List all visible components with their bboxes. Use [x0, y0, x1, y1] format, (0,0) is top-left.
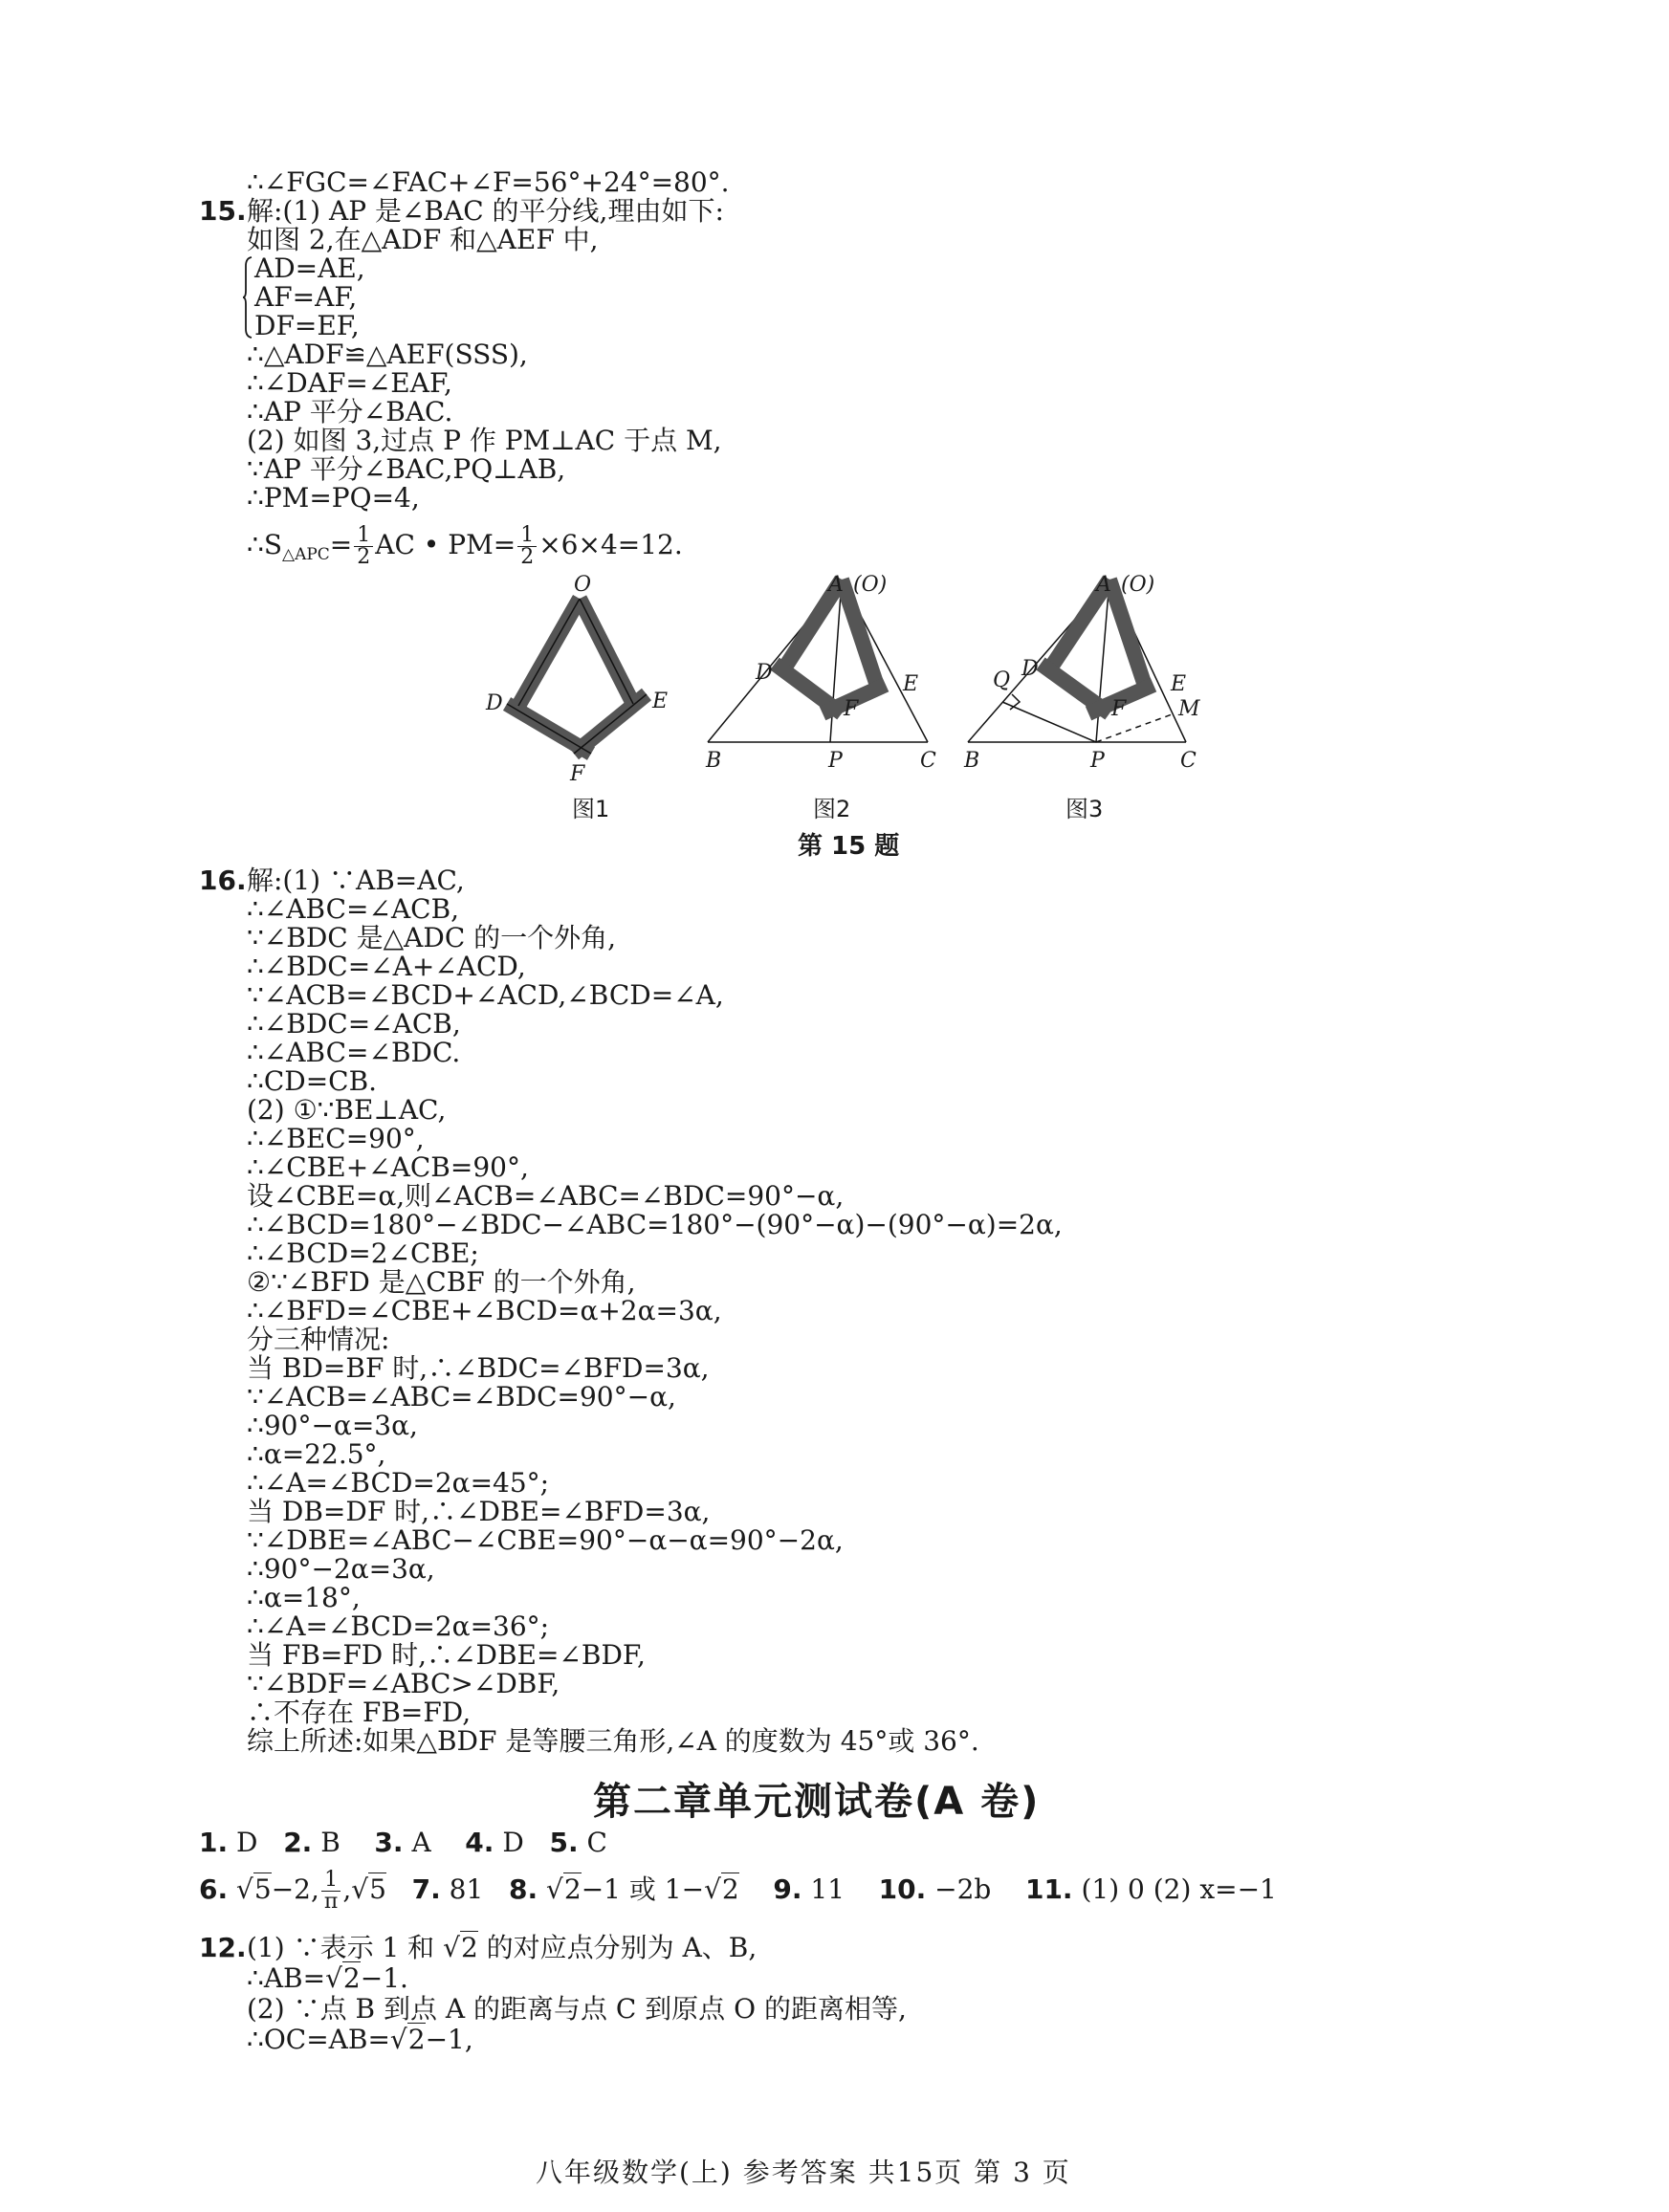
answer-text: −1.: [360, 1962, 408, 1994]
text-line: ∴∠BCD=180°−∠BDC−∠ABC=180°−(90°−α)−(90°−α)=2α,: [247, 1209, 1063, 1240]
text-line: 设∠CBE=α,则∠ACB=∠ABC=∠BDC=90°−α,: [247, 1180, 845, 1212]
text-line: ∴∠ABC=∠BDC.: [247, 1037, 461, 1068]
text-line: ∴∠BEC=90°,: [247, 1123, 425, 1154]
text-line: 当 FB=FD 时,∴∠DBE=∠BDF,: [247, 1639, 646, 1671]
text-line: ∵∠BDF=∠ABC>∠DBF,: [247, 1668, 560, 1699]
figure-1-strips: [507, 599, 647, 754]
text-line: ∴α=22.5°,: [247, 1438, 386, 1470]
label-D: D: [756, 661, 773, 685]
text-line: ∴不存在 FB=FD,: [247, 1697, 472, 1728]
fraction-denominator: 2: [357, 545, 371, 569]
page-footer: 八年级数学(上) 参考答案 共15页 第 3 页: [536, 2157, 1071, 2188]
label-F: F: [570, 762, 585, 786]
text-line: ∴AP 平分∠BAC.: [247, 396, 453, 427]
formula-text: =: [329, 529, 353, 560]
text-line: AD=AE,: [254, 252, 365, 284]
label-O-paren: (O): [1121, 573, 1155, 597]
label-B: B: [964, 749, 980, 773]
text-line: ∵∠ACB=∠ABC=∠BDC=90°−α,: [247, 1381, 676, 1413]
text-line: ∴∠BFD=∠CBE+∠BCD=α+2α=3α,: [247, 1295, 722, 1326]
fraction: [321, 1870, 340, 1913]
text-line: ∴α=18°,: [247, 1582, 361, 1613]
text-line: 解:(1) AP 是∠BAC 的平分线,理由如下:: [247, 195, 724, 227]
text-line: (1) ∵表示 1 和 √2 的对应点分别为 A、B,: [247, 1932, 758, 1963]
text-line: ∴∠A=∠BCD=2α=45°;: [247, 1467, 550, 1499]
answer-number: 7.: [411, 1873, 441, 1905]
text-line: DF=EF,: [254, 310, 360, 341]
text-line: ∵AP 平分∠BAC,PQ⊥AB,: [247, 453, 566, 485]
fraction-denominator: π: [323, 1890, 339, 1914]
formula-text: ∴S: [247, 529, 282, 560]
text-line: ∴∠A=∠BCD=2α=36°;: [247, 1610, 550, 1642]
answer-value: D: [502, 1827, 524, 1858]
text-line: ∴CD=CB.: [247, 1065, 378, 1097]
answer-number: 1.: [199, 1827, 229, 1858]
text-line: ∴90°−2α=3α,: [247, 1553, 435, 1585]
text-line: 当 DB=DF 时,∴∠DBE=∠BFD=3α,: [247, 1496, 711, 1527]
label-O: O: [574, 573, 592, 597]
radicand: 2: [460, 1932, 478, 1963]
label-P: P: [828, 749, 843, 773]
text-line: ∴∠CBE+∠ACB=90°,: [247, 1151, 529, 1183]
answer-number: 6.: [199, 1873, 229, 1905]
question-number-16: 16.: [199, 865, 247, 896]
text-line: ∴PM=PQ=4,: [247, 482, 420, 514]
answer-value: C: [586, 1827, 607, 1858]
answer-number: 3.: [374, 1827, 404, 1858]
answer-text: (1) ∵表示 1 和: [247, 1932, 435, 1963]
radicand: 5: [369, 1873, 386, 1905]
formula-text: AC • PM=: [375, 529, 516, 560]
figure-title: 第 15 题: [798, 832, 900, 861]
label-O-paren: (O): [853, 573, 888, 597]
text-line: (2) ①∵BE⊥AC,: [247, 1094, 447, 1126]
text-line: 分三种情况:: [247, 1324, 390, 1355]
answer-number: 4.: [465, 1827, 494, 1858]
system-brace: [243, 256, 253, 339]
text-line: ∴∠BDC=∠A+∠ACD,: [247, 951, 526, 982]
label-F: F: [844, 697, 859, 721]
label-D: D: [1021, 657, 1039, 681]
label-Q: Q: [993, 668, 1011, 692]
answer-number: 9.: [773, 1873, 802, 1905]
answer-number: 5.: [549, 1827, 579, 1858]
label-E: E: [903, 672, 919, 696]
answer-value: D: [236, 1827, 258, 1858]
text-line: ∴OC=AB=√2−1,: [247, 2024, 473, 2055]
formula-subscript: △APC: [282, 545, 330, 564]
answer-text: −1 或 1−: [581, 1873, 705, 1905]
label-A: A: [828, 573, 844, 597]
question-number-15: 15.: [199, 195, 247, 227]
text-line: 当 BD=BF 时,∴∠BDC=∠BFD=3α,: [247, 1352, 710, 1384]
answer-value: 81: [449, 1873, 484, 1905]
label-M: M: [1178, 697, 1200, 721]
label-F: F: [1111, 697, 1127, 721]
radicand: 2: [342, 1962, 361, 1994]
answer-number: 2.: [283, 1827, 313, 1858]
figure-1-caption: 图1: [572, 796, 610, 822]
radicand: 2: [721, 1873, 739, 1905]
figure-3-caption: 图3: [1065, 796, 1104, 822]
question-number-12: 12.: [199, 1932, 247, 1963]
label-C: C: [1180, 749, 1197, 773]
label-D: D: [486, 691, 503, 715]
label-E: E: [1171, 672, 1187, 696]
text-line: ∴∠DAF=∠EAF,: [247, 367, 452, 399]
answer-text: ∴AB=: [247, 1962, 326, 1994]
answer-value: B: [320, 1827, 340, 1858]
text-line: (2) ∵点 B 到点 A 的距离与点 C 到原点 O 的距离相等,: [247, 1993, 907, 2025]
fraction: [354, 525, 373, 568]
figure-3: [956, 570, 1205, 780]
fraction-numerator: 1: [354, 525, 373, 547]
answer-text: 的对应点分别为 A、B,: [486, 1932, 758, 1963]
text-line: ∴∠BCD=2∠CBE;: [247, 1237, 479, 1269]
fraction-denominator: 2: [520, 545, 535, 569]
radicand: 2: [407, 2024, 426, 2055]
text-line: (2) 如图 3,过点 P 作 PM⊥AC 于点 M,: [247, 425, 722, 456]
answer-text: −2,: [271, 1873, 319, 1905]
answer-value: −2b: [934, 1873, 992, 1905]
label-E: E: [652, 690, 669, 713]
section-title: 第二章单元测试卷(A 卷): [593, 1780, 1041, 1824]
text-line: ∵∠DBE=∠ABC−∠CBE=90°−α−α=90°−2α,: [247, 1524, 844, 1556]
label-C: C: [920, 749, 936, 773]
radicand: 5: [253, 1873, 272, 1905]
text-line: ∴∠BDC=∠ACB,: [247, 1008, 461, 1040]
text-line: ②∵∠BFD 是△CBF 的一个外角,: [247, 1266, 636, 1298]
text-line: 综上所述:如果△BDF 是等腰三角形,∠A 的度数为 45°或 36°.: [247, 1725, 979, 1757]
answer-value: A: [411, 1827, 431, 1858]
text-line: ∴AB=√2−1.: [247, 1962, 408, 1994]
text-line: AF=AF,: [254, 281, 358, 313]
text-line: 如图 2,在△ADF 和△AEF 中,: [247, 224, 599, 255]
figure-3-strips: [1041, 580, 1153, 713]
text-line: ∴△ADF≌△AEF(SSS),: [247, 339, 528, 370]
text-line: 解:(1) ∵AB=AC,: [247, 865, 465, 896]
figure-1: [478, 570, 689, 786]
answer-number: 8.: [509, 1873, 538, 1905]
text-line: ∴∠FGC=∠FAC+∠F=56°+24°=80°.: [247, 166, 730, 198]
label-P: P: [1090, 749, 1105, 773]
dashed-perpendicular: [1096, 713, 1175, 742]
figure-2-caption: 图2: [813, 796, 851, 822]
text-line: ∵∠ACB=∠BCD+∠ACD,∠BCD=∠A,: [247, 979, 724, 1011]
label-A: A: [1096, 573, 1111, 597]
answer-text: −1,: [425, 2024, 473, 2055]
text-line: ∴∠ABC=∠ACB,: [247, 893, 460, 925]
answer-value: (1) 0 (2) x=−1: [1081, 1873, 1277, 1905]
fraction-numerator: 1: [321, 1870, 340, 1892]
text-line: ∵∠BDC 是△ADC 的一个外角,: [247, 922, 617, 953]
answer-row-2: 6. √5−2, $\frac{1}{\pi}$ ,√5 7. 81 8. √2−1 或 1−√2 9. 11 10. −2b 11. (1) 0 (2) x=−1: [199, 1868, 1277, 1914]
answer-number: 10.: [878, 1873, 927, 1905]
radicand: 2: [563, 1873, 582, 1905]
figure-2: [698, 570, 937, 780]
answer-row-1: [199, 1829, 607, 1857]
fraction-numerator: 1: [517, 525, 537, 547]
answer-text: ,: [342, 1873, 352, 1905]
formula-text: ×6×4=12.: [538, 529, 683, 560]
fraction: [517, 525, 537, 568]
answer-text: ∴OC=AB=: [247, 2024, 390, 2055]
answer-value: 11: [810, 1873, 845, 1905]
label-B: B: [706, 749, 722, 773]
figure-2-strips: [775, 580, 886, 713]
text-line: ∴90°−α=3α,: [247, 1410, 418, 1441]
answer-number: 11.: [1024, 1873, 1073, 1905]
